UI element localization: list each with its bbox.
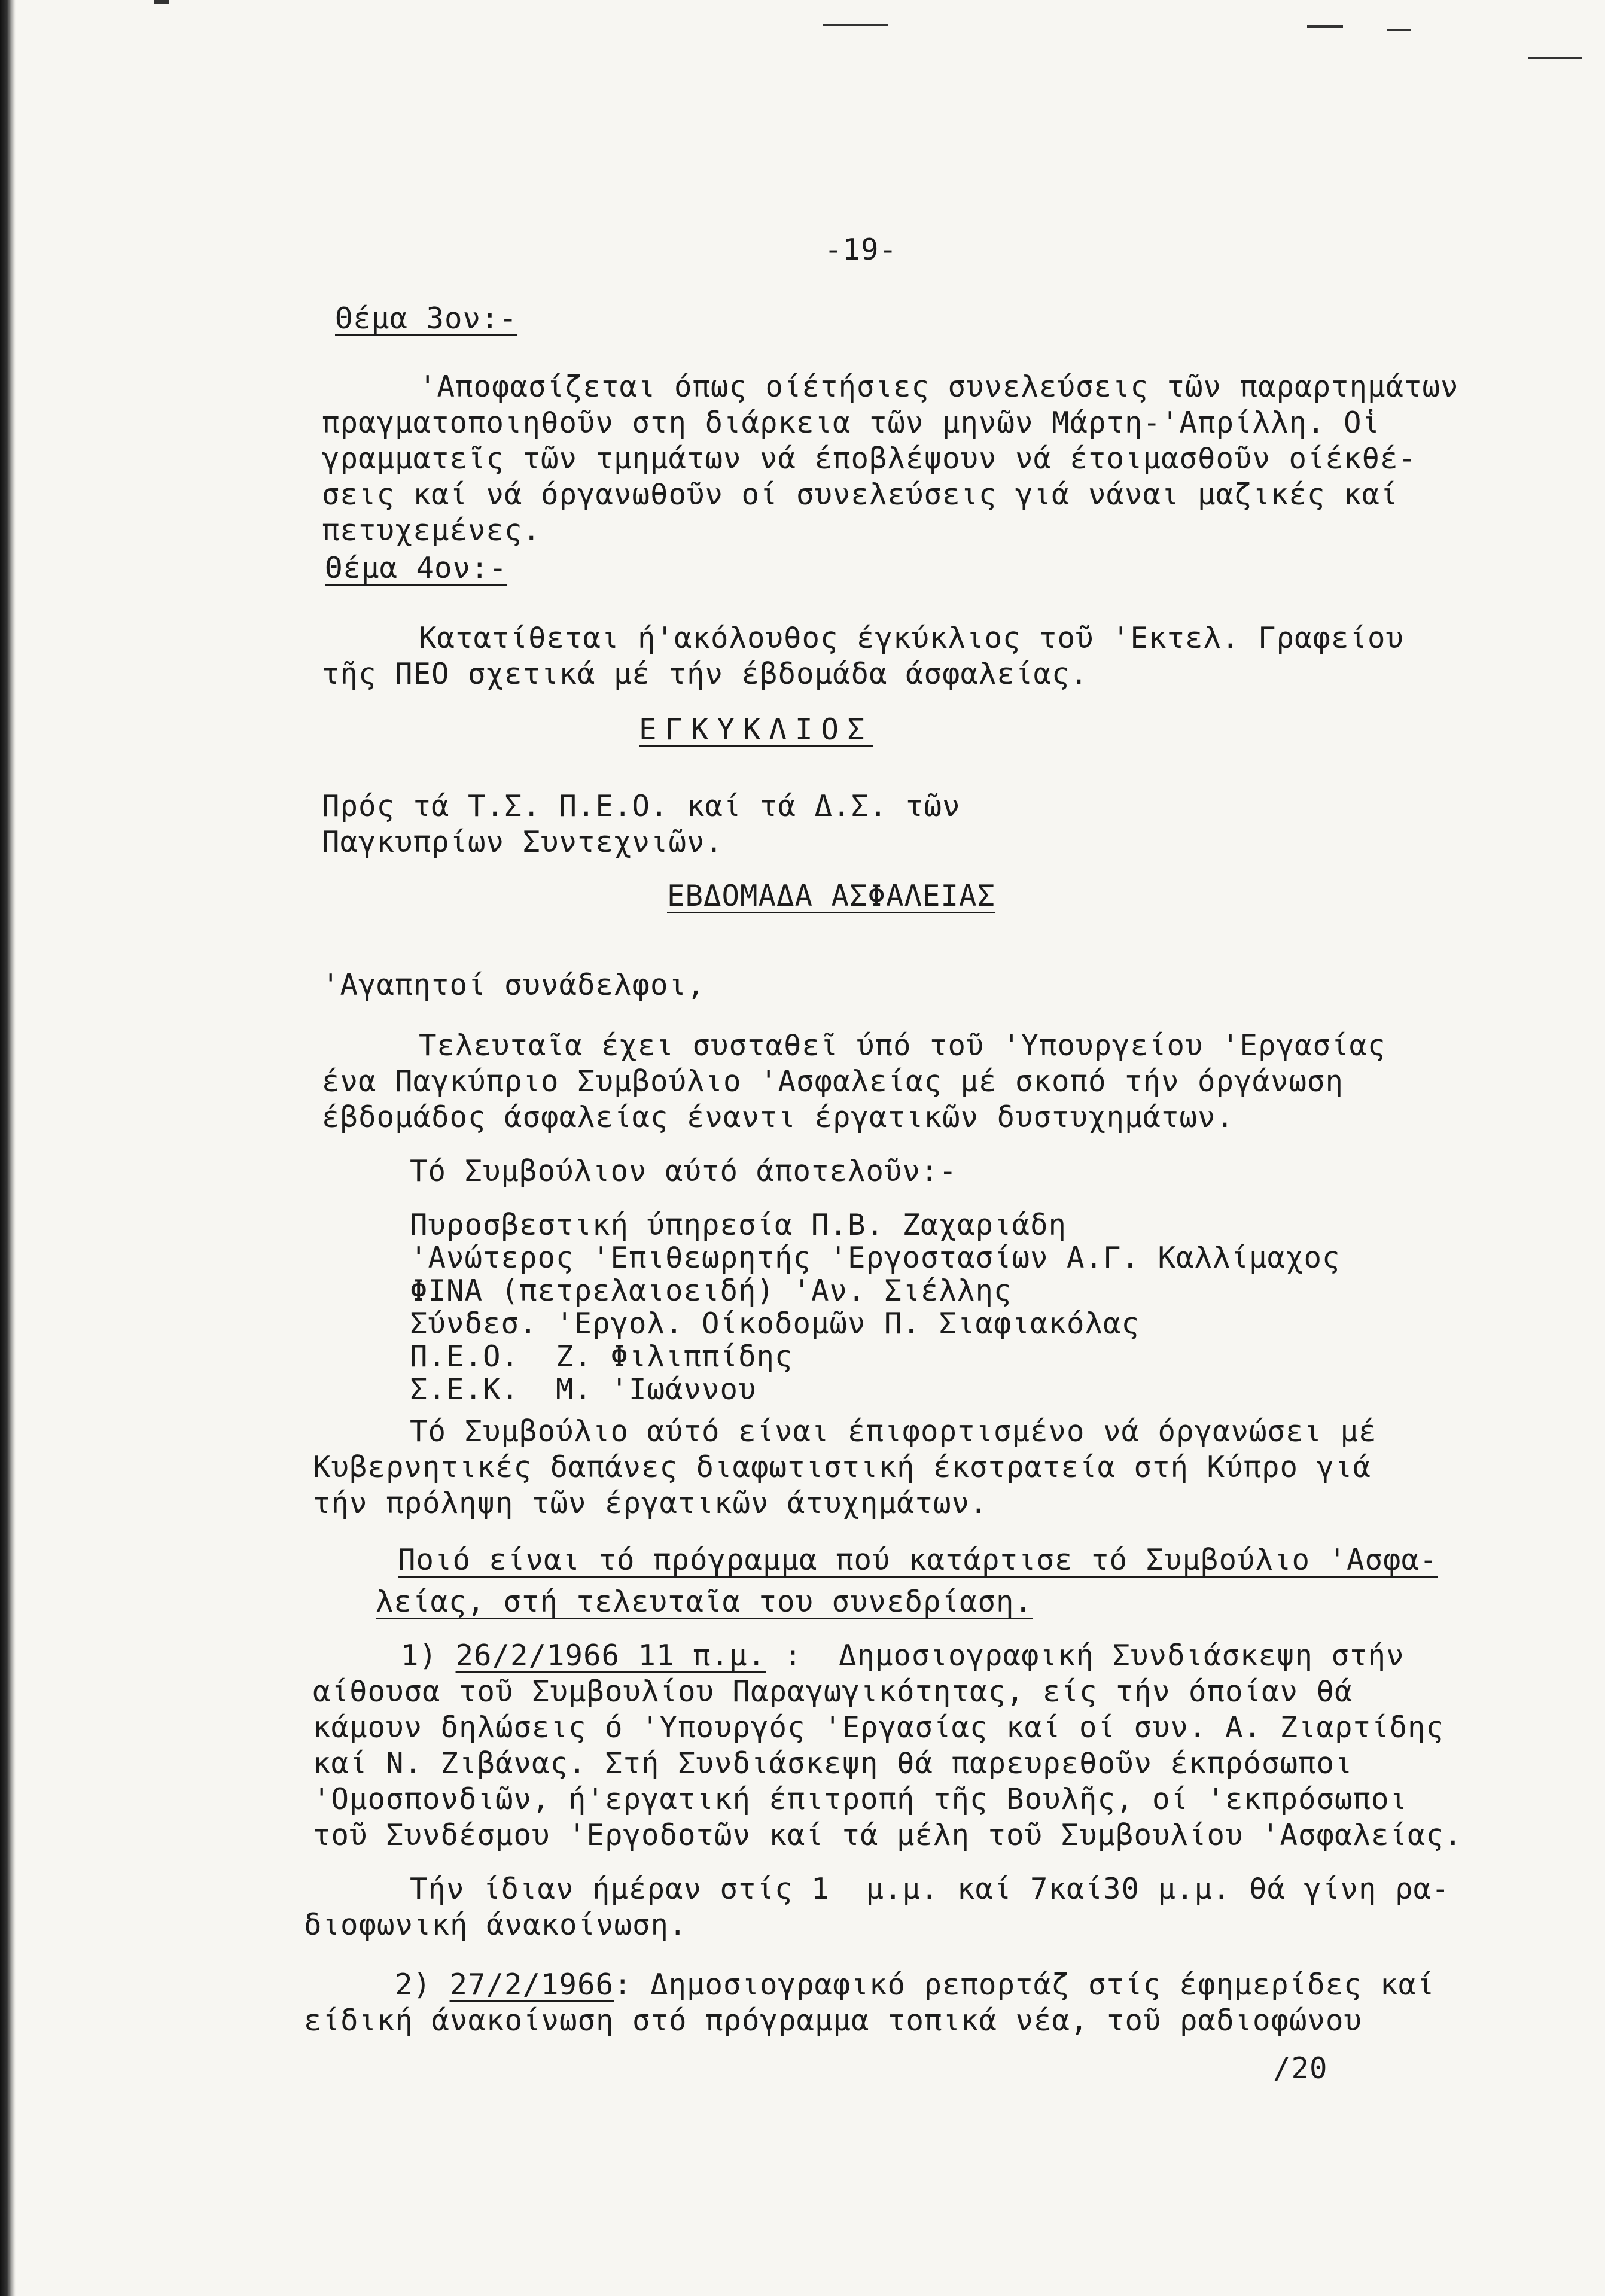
scan-speck [154, 0, 169, 4]
item1-number: 1) [401, 1639, 438, 1673]
item1-line: κάμουν δηλώσεις ό 'Υπουργός 'Εργασίας καί οί συν. Α. Ζιαρτίδης [313, 1710, 1445, 1744]
member-line: Σ.Ε.Κ. Μ. 'Ιωάννου [410, 1372, 757, 1406]
item2-first-line [395, 1967, 1435, 2003]
member-line: 'Ανώτερος 'Επιθεωρητής 'Εργοστασίων Α.Γ. Καλλίμαχος [410, 1241, 1341, 1275]
council-line: Κυβερνητικές δαπάνες διαφωτιστική έκστρατεία στή Κύπρο γιά [313, 1450, 1372, 1484]
addressee-line: Πρός τά Τ.Σ. Π.Ε.Ο. καί τά Δ.Σ. τῶν [322, 789, 961, 823]
para-4-line: τῆς ΠΕΟ σχετικά μέ τήν έβδομάδα άσφαλείας. [322, 657, 1089, 691]
member-line: Σύνδεσ. 'Εργολ. Οίκοδομῶν Π. Σιαφιακόλας [410, 1307, 1140, 1341]
scan-speck [1307, 25, 1343, 28]
intro-line: Τελευταῖα έχει συσταθεῖ ύπό τοῦ 'Υπουργείου 'Εργασίας [419, 1028, 1386, 1062]
scan-speck [823, 24, 888, 26]
salutation: 'Αγαπητοί συνάδελφοι, [322, 968, 705, 1002]
para-3-line: σεις καί νά όργανωθοῦν οί συνελεύσεις γιά νάναι μαζικές καί [322, 477, 1399, 511]
council-line: Τό Συμβούλιο αύτό είναι έπιφορτισμένο νά όργανώσει μέ [410, 1414, 1377, 1448]
item1-radio-line: Τήν ίδιαν ήμέραν στίς 1 μ.μ. καί 7καί30 μ.μ. θά γίνη ρα- [410, 1872, 1450, 1906]
para-3-line: γραμματεῖς τῶν τμημάτων νά έποβλέψουν νά έτοιμασθοῦν οίέκθέ- [322, 441, 1417, 476]
item2-date: 27/2/1966 [449, 1968, 614, 2002]
intro-line: έβδομάδος άσφαλείας έναντι έργατικῶν δυστυχημάτων. [322, 1100, 1235, 1134]
members-intro: Τό Συμβούλιον αύτό άποτελοῦν:- [410, 1154, 958, 1188]
para-3-line: 'Αποφασίζεται όπως οίέτήσιες συνελεύσεις τῶν παραρτημάτων [419, 370, 1459, 404]
item1-line: αίθουσα τοῦ Συμβουλίου Παραγωγικότητας, είς τήν όποίαν θά [313, 1674, 1353, 1709]
council-line: τήν πρόληψη τῶν έργατικῶν άτυχημάτων. [313, 1486, 988, 1520]
section-heading-4: Θέμα 4ον:- [325, 551, 508, 585]
scan-speck [1387, 29, 1411, 31]
subject-title: ΕΒΔΟΜΑΔΑ ΑΣΦΑΛΕΙΑΣ [667, 879, 996, 913]
question-heading-line: λείας, στή τελευταῖα του συνεδρίαση. [376, 1585, 1033, 1619]
member-line: Πυροσβεστική ύπηρεσία Π.Β. Ζαχαριάδη [410, 1208, 1067, 1242]
item1-first-text: : Δημοσιογραφική Συνδιάσκεψη στήν [766, 1639, 1405, 1673]
item1-line: 'Ομοσπονδιῶν, ή'εργατική έπιτροπή τῆς Βουλῆς, οί 'εκπρόσωποι [313, 1782, 1408, 1816]
continuation-marker: /20 [1273, 2051, 1328, 2085]
item1-date: 26/2/1966 11 π.μ. [455, 1639, 766, 1673]
item2-number: 2) [395, 1968, 432, 2002]
page-number: -19- [824, 233, 898, 267]
item2-first-text: : Δημοσιογραφικό ρεπορτάζ στίς έφημερίδες καί [614, 1968, 1435, 2002]
item1-first-line [401, 1638, 1405, 1674]
scan-speck [1528, 57, 1582, 59]
intro-line: ένα Παγκύπριο Συμβούλιο 'Ασφαλείας μέ σκοπό τήν όργάνωση [322, 1064, 1344, 1098]
para-3-line: πραγματοποιηθοῦν στη διάρκεια τῶν μηνῶν Μάρτη-'Απρίλλη. Οἱ [322, 406, 1381, 440]
item1-line: καί Ν. Ζιβάνας. Στή Συνδιάσκεψη θά παρευρεθοῦν έκπρόσωποι [313, 1746, 1353, 1780]
member-line: Π.Ε.Ο. Ζ. Φιλιππίδης [410, 1339, 793, 1374]
section-heading-3: Θέμα 3ον:- [335, 302, 518, 336]
circular-title: ΕΓΚΥΚΛΙΟΣ [639, 712, 873, 747]
question-heading-line: Ποιό είναι τό πρόγραμμα πού κατάρτισε τό Συμβούλιο 'Ασφα- [398, 1543, 1438, 1577]
item2-line: είδική άνακοίνωση στό πρόγραμμα τοπικά νέα, τοῦ ραδιοφώνου [304, 2003, 1363, 2038]
member-line: ΦΙΝΑ (πετρελαιοειδή) 'Αν. Σιέλλης [410, 1274, 1012, 1308]
para-3-line: πετυχεμένες. [322, 513, 541, 547]
scan-binding-edge [0, 0, 16, 2296]
item1-line: τοῦ Συνδέσμου 'Εργοδοτῶν καί τά μέλη τοῦ Συμβουλίου 'Ασφαλείας. [313, 1818, 1463, 1852]
item1-radio-line: διοφωνική άνακοίνωση. [304, 1908, 687, 1942]
addressee-line: Παγκυπρίων Συντεχνιῶν. [322, 825, 724, 859]
para-4-line: Κατατίθεται ή'ακόλουθος έγκύκλιος τοῦ 'Εκτελ. Γραφείου [419, 621, 1405, 655]
